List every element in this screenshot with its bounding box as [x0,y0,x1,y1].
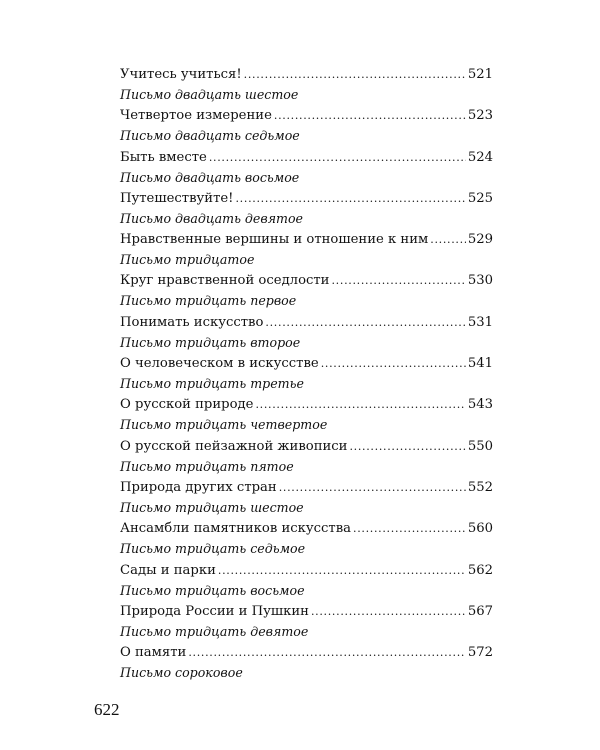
dot-leader [209,150,466,165]
toc-letter-subtitle: Письмо тридцать седьмое [120,541,306,557]
toc-line[interactable] [120,439,493,459]
toc-page-number: 550 [467,438,493,454]
toc-page-number: 567 [467,603,493,619]
toc-line[interactable] [120,315,493,335]
toc-letter-subtitle: Письмо двадцать девятое [120,210,304,226]
dot-leader [244,67,466,82]
toc-page-number: 530 [467,273,493,289]
toc-letter-subtitle: Письмо двадцать седьмое [120,128,300,144]
toc-letter-subtitle: Письмо тридцать девятое [120,623,309,639]
toc-title: О человеческом в искусстве [120,356,319,372]
toc-entry [120,604,493,645]
toc-letter-subtitle: Письмо двадцать восьмое [120,169,300,185]
toc-page-number: 523 [467,108,493,124]
toc-title: О русской пейзажной живописи [120,438,348,454]
dot-leader [218,563,466,578]
toc-line[interactable] [120,191,493,211]
toc-title: Круг нравственной оседлости [120,273,330,289]
dot-leader [255,397,465,412]
toc-line[interactable] [120,108,493,128]
toc-line[interactable] [120,356,493,376]
toc-letter-subtitle: Письмо тридцатое [120,252,255,268]
toc-page-number: 560 [467,521,493,537]
toc-title: Природа России и Пушкин [120,603,309,619]
toc-title: Быть вместе [120,149,207,165]
toc-page-number: 541 [467,356,493,372]
dot-leader [321,356,466,371]
toc-letter-subtitle: Письмо двадцать шестое [120,87,299,102]
page-number-footer: 622 [94,700,120,719]
toc-line[interactable] [120,67,493,87]
dot-leader [311,604,466,619]
toc-line[interactable] [120,150,493,170]
toc-entry [120,108,493,149]
toc-line[interactable] [120,273,493,293]
dot-leader [279,480,466,495]
toc-title: Природа других стран [120,479,277,495]
toc-line[interactable] [120,645,493,665]
toc-page-number: 543 [467,397,493,413]
toc-line[interactable] [120,397,493,417]
toc-title: О русской природе [120,397,254,413]
toc-letter-subtitle: Письмо тридцать шестое [120,499,304,515]
toc-title: Ансамбли памятников искусства [120,521,352,537]
toc-line[interactable] [120,604,493,624]
toc-letter-subtitle: Письмо тридцать второе [120,334,301,350]
toc-letter-subtitle: Письмо тридцать первое [120,293,297,309]
toc-entry [120,439,493,480]
dot-leader [235,191,465,206]
toc-entry [120,150,493,191]
toc-page-number: 524 [467,149,493,165]
toc-entry [120,521,493,562]
toc-page-number: 531 [467,314,493,330]
toc-letter-subtitle: Письмо сороковое [120,665,243,681]
toc-page-number: 572 [467,645,493,661]
toc-entry [120,315,493,356]
dot-leader [430,232,466,247]
toc-entry [120,232,493,273]
toc-entry [120,645,493,686]
toc-line[interactable] [120,480,493,500]
toc-entry [120,480,493,521]
toc-title: О памяти [120,645,187,661]
dot-leader [188,645,466,660]
toc-title: Четвертое измерение [120,108,272,124]
toc-line[interactable] [120,563,493,583]
toc-letter-subtitle: Письмо тридцать восьмое [120,582,305,598]
dot-leader [265,315,465,330]
toc-letter-subtitle: Письмо тридцать третье [120,376,304,392]
toc-page-number: 521 [467,67,493,82]
toc-title: Нравственные вершины и отношение к ним [120,232,429,248]
toc-page-number: 529 [467,232,493,248]
toc-line[interactable] [120,521,493,541]
dot-leader [349,439,465,454]
toc-entry [120,397,493,438]
toc-entry [120,191,493,232]
toc-page-number: 552 [467,479,493,495]
toc-letter-subtitle: Письмо тридцать четвертое [120,417,328,433]
toc-title: Понимать искусство [120,314,264,330]
toc-line[interactable] [120,232,493,252]
dot-leader [353,521,466,536]
toc-entry [120,273,493,314]
toc-title: Учитесь учиться! [120,67,242,82]
table-of-contents [120,67,493,686]
toc-letter-subtitle: Письмо тридцать пятое [120,458,294,474]
toc-title: Сады и парки [120,562,216,578]
toc-title: Путешествуйте! [120,190,234,206]
dot-leader [274,108,466,123]
toc-page-number: 525 [467,190,493,206]
dot-leader [331,273,465,288]
toc-entry [120,67,493,108]
toc-entry [120,356,493,397]
toc-entry [120,563,493,604]
toc-page-number: 562 [467,562,493,578]
